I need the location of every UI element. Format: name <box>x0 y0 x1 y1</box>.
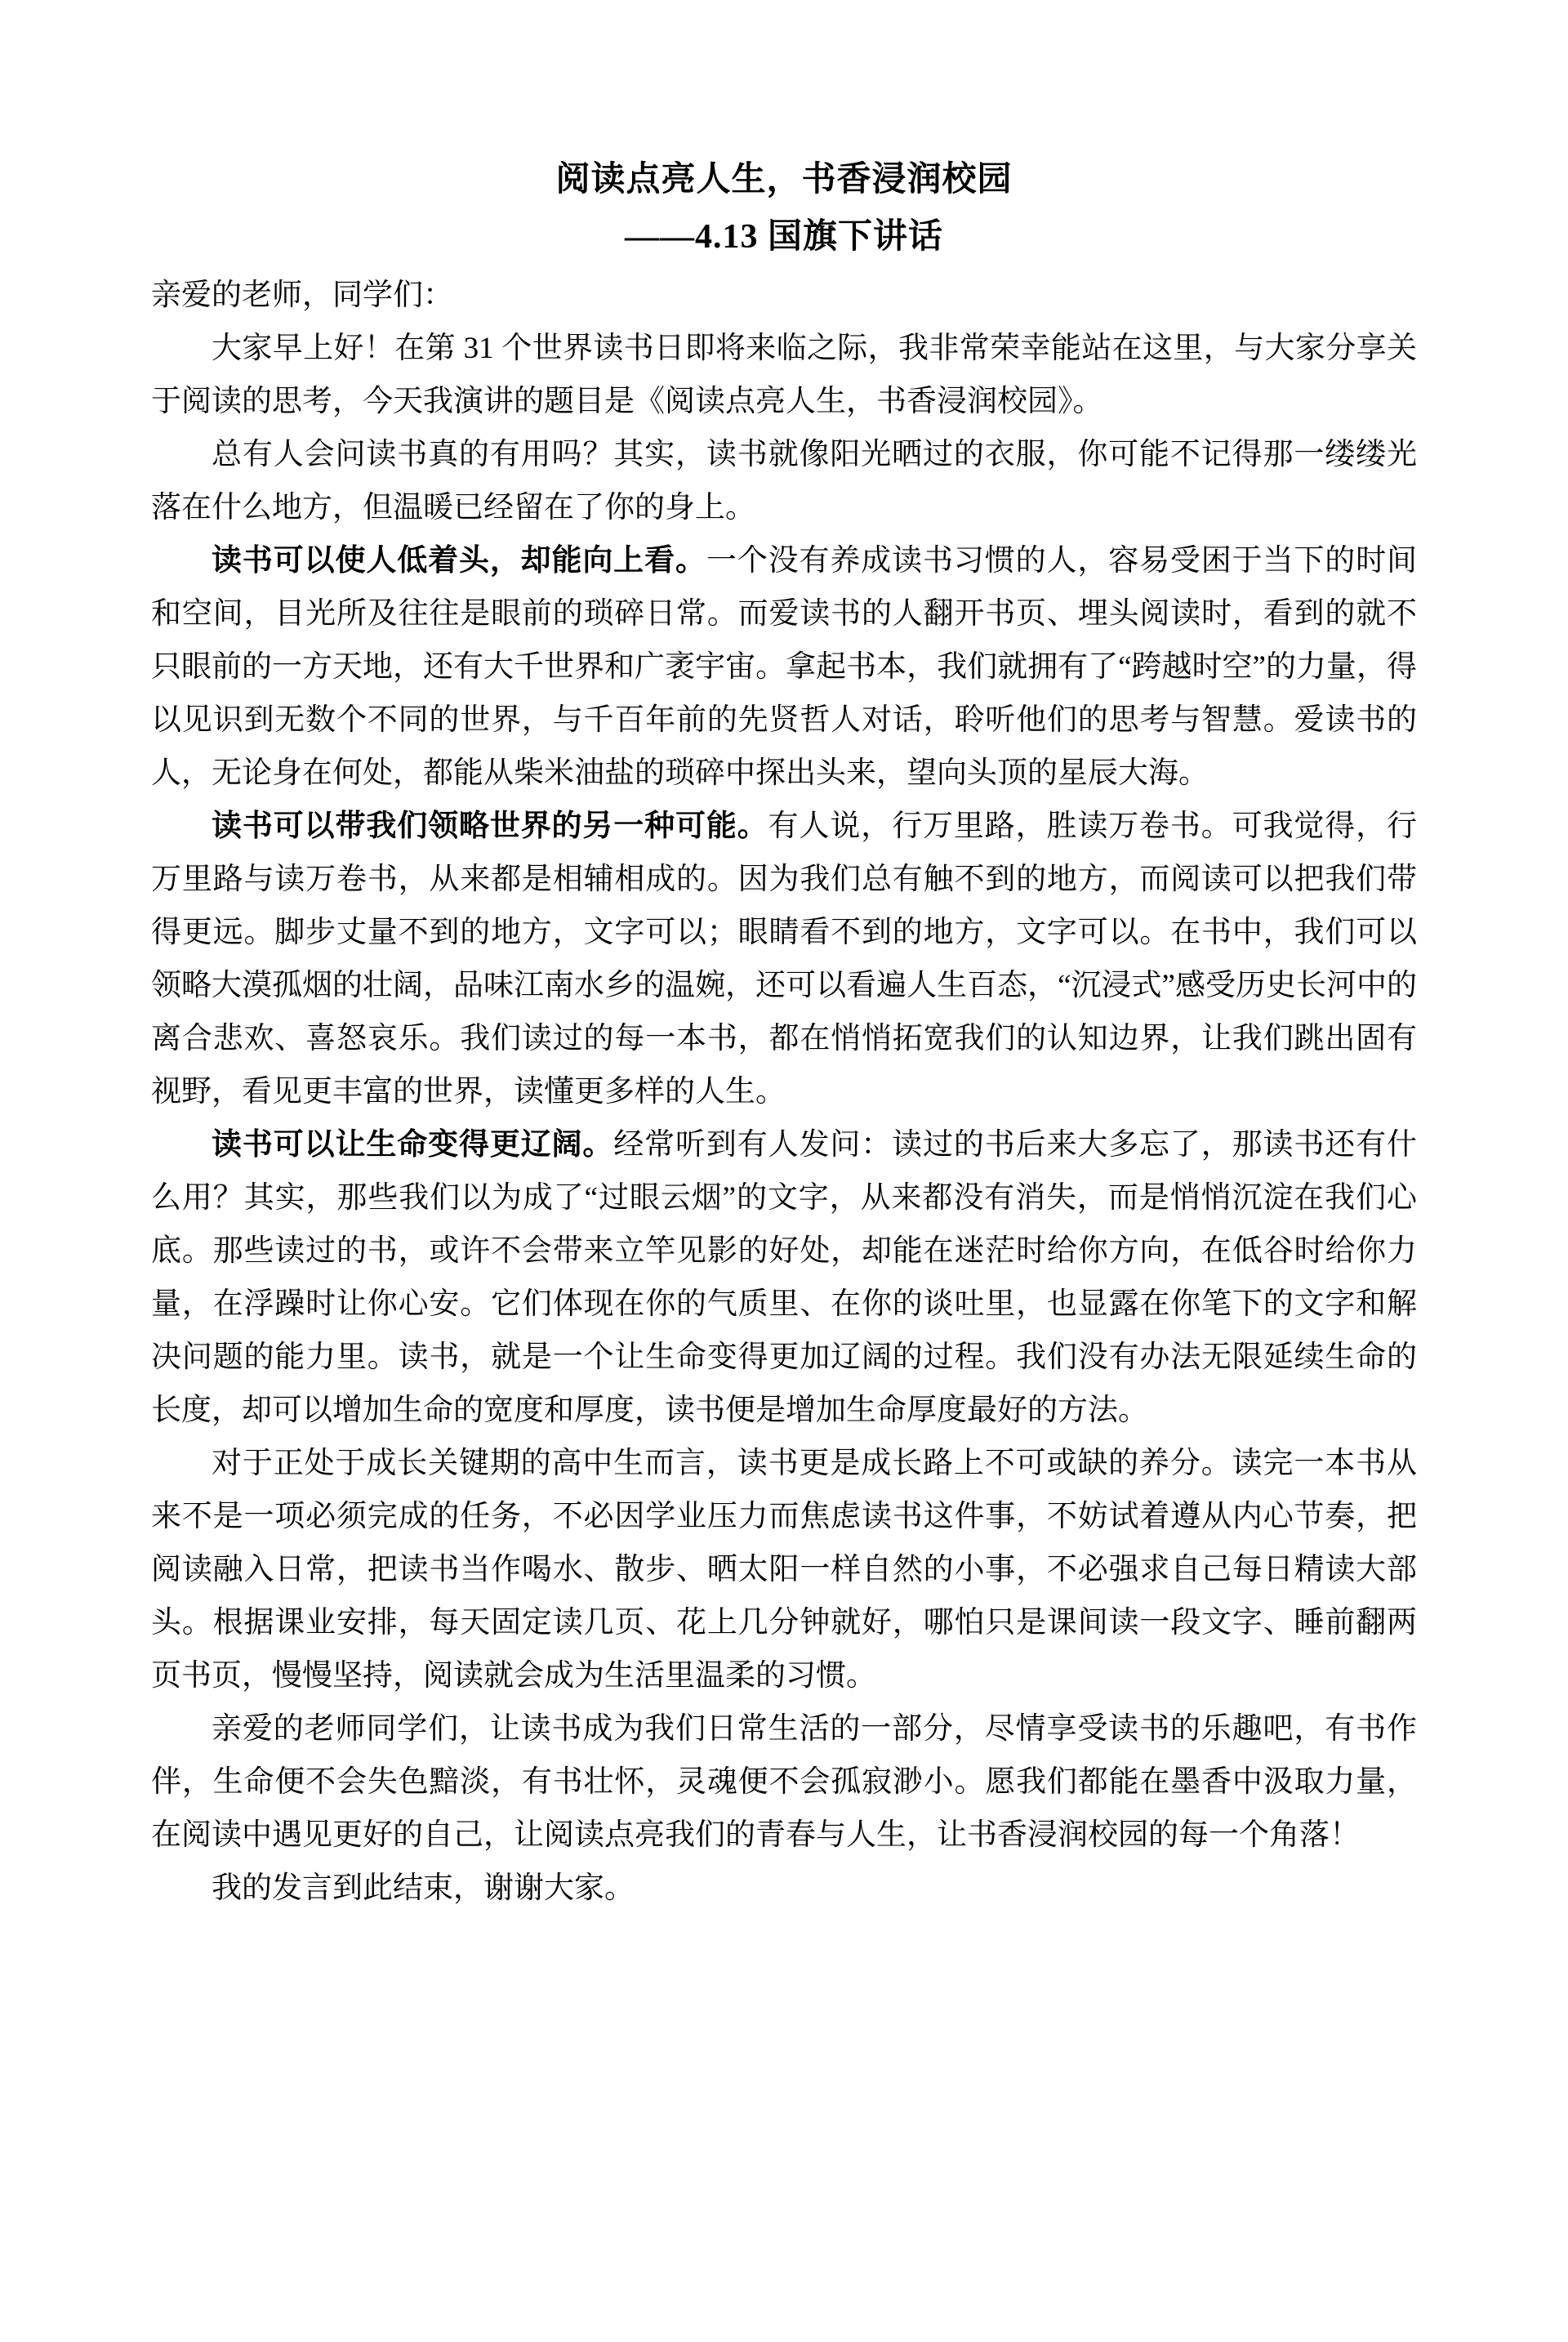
document-body <box>151 269 1417 1915</box>
paragraph <box>151 428 1417 534</box>
paragraph <box>151 1862 1417 1915</box>
paragraph-lead-bold: 读书可以使人低着头，却能向上看。 <box>212 544 706 578</box>
paragraph <box>151 534 1417 800</box>
paragraph <box>151 1118 1417 1437</box>
paragraph-text: 一个没有养成读书习惯的人，容易受困于当下的时间和空间，目光所及往往是眼前的琐碎日常。而爱读书的人翻开书页、埋头阅读时，看到的就不只眼前的一方天地，还有大千世界和广袤宇宙。拿起书本，我们就拥有了“跨越时空”的力量，得以见识到无数个不同的世界，与千百年前的先贤哲人对话，聆听他们的思考与智慧。爱读书的人，无论身在何处，都能从柴米油盐的琐碎中探出头来，望向头顶的星辰大海。 <box>151 544 1418 790</box>
paragraph-text: 对于正处于成长关键期的高中生而言，读书更是成长路上不可或缺的养分。读完一本书从来不是一项必须完成的任务，不必因学业压力而焦虑读书这件事，不妨试着遵从内心节奏，把阅读融入日常，把读书当作喝水、散步、晒太阳一样自然的小事，不必强求自己每日精读大部头。根据课业安排，每天固定读几页、花上几分钟就好，哪怕只是课间读一段文字、睡前翻两页书页，慢慢坚持，阅读就会成为生活里温柔的习惯。 <box>151 1447 1417 1693</box>
paragraph <box>151 1437 1417 1702</box>
paragraph <box>151 1702 1417 1862</box>
paragraph-text: 有人说，行万里路，胜读万卷书。可我觉得，行万里路与读万卷书，从来都是相辅相成的。因为我们总有触不到的地方，而阅读可以把我们带得更远。脚步丈量不到的地方，文字可以；眼睛看不到的地方，文字可以。在书中，我们可以领略大漠孤烟的壮阔，品味江南水乡的温婉，还可以看遍人生百态，“沉浸式”感受历史长河中的离合悲欢、喜怒哀乐。我们读过的每一本书，都在悄悄拓宽我们的认知边界，让我们跳出固有视野，看见更丰富的世界，读懂更多样的人生。 <box>151 810 1418 1109</box>
paragraph-text: 亲爱的老师同学们，让读书成为我们日常生活的一部分，尽情享受读书的乐趣吧，有书作伴，生命便不会失色黯淡，有书壮怀，灵魂便不会孤寂渺小。愿我们都能在墨香中汲取力量，在阅读中遇见更好的自己，让阅读点亮我们的青春与人生，让书香浸润校园的每一个角落！ <box>151 1712 1417 1852</box>
paragraph-lead-bold: 读书可以带我们领略世界的另一种可能。 <box>212 810 768 843</box>
paragraph-text: 经常听到有人发问：读过的书后来大多忘了，那读书还有什么用？其实，那些我们以为成了“过眼云烟”的文字，从来都没有消失，而是悄悄沉淀在我们心底。那些读过的书，或许不会带来立竿见影的好处，却能在迷茫时给你方向，在低谷时给你力量，在浮躁时让你心安。它们体现在你的气质里、在你的谈吐里，也显露在你笔下的文字和解决问题的能力里。读书，就是一个让生命变得更加辽阔的过程。我们没有办法无限延续生命的长度，却可以增加生命的宽度和厚度，读书便是增加生命厚度最好的方法。 <box>151 1128 1418 1427</box>
paragraph-text: 总有人会问读书真的有用吗？其实，读书就像阳光晒过的衣服，你可能不记得那一缕缕光落在什么地方，但温暖已经留在了你的身上。 <box>151 438 1417 524</box>
paragraph <box>151 800 1417 1118</box>
document-title: 阅读点亮人生，书香浸润校园 <box>555 161 1013 199</box>
salutation-line: 亲爱的老师，同学们： <box>151 279 453 312</box>
paragraph-lead-bold: 读书可以让生命变得更辽阔。 <box>212 1128 614 1162</box>
paragraph-text: 我的发言到此结束，谢谢大家。 <box>212 1871 635 1905</box>
document-subtitle: ——4.13 国旗下讲话 <box>624 218 943 256</box>
paragraph <box>151 322 1417 428</box>
paragraph-text: 大家早上好！在第 31 个世界读书日即将来临之际，我非常荣幸能站在这里，与大家分享关于阅读的思考，今天我演讲的题目是《阅读点亮人生，书香浸润校园》。 <box>151 332 1417 418</box>
